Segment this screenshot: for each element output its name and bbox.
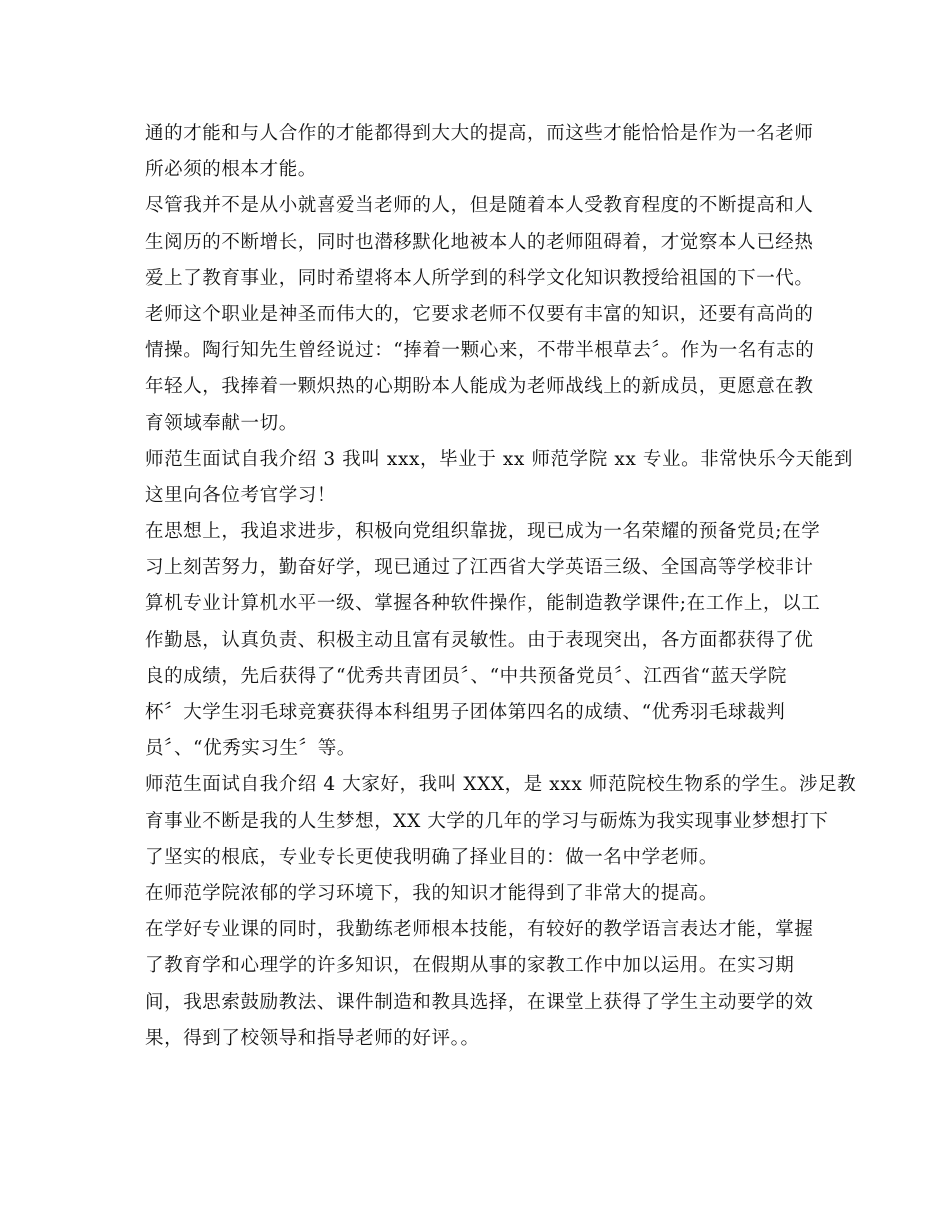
text-line: 在思想上，我追求进步，积极向党组织靠拢，现已成为一名荣耀的预备党员;在学 — [145, 521, 821, 543]
text-line: 在学好专业课的同时，我勤练老师根本技能，有较好的教学语言表达才能，掌握 — [145, 919, 814, 941]
text-line: 老师这个职业是神圣而伟大的，它要求老师不仅要有丰富的知识，还要有高尚的 — [145, 303, 814, 325]
document-body — [145, 116, 857, 1057]
text-line: 爱上了教育事业，同时希望将本人所学到的科学文化知识教授给祖国的下一代。 — [145, 267, 814, 289]
text-line: 通的才能和与人合作的才能都得到大大的提高，而这些才能恰恰是作为一名老师 — [145, 123, 814, 144]
text-line: 作勤恳，认真负责、积极主动且富有灵敏性。由于表现突出，各方面都获得了优 — [145, 629, 814, 651]
text-line: 尽管我并不是从小就喜爱当老师的人，但是随着本人受教育程度的不断提高和人 — [145, 195, 814, 217]
text-line: 这里向各位考官学习！ — [145, 484, 337, 506]
text-line: 果，得到了校领导和指导老师的好评。。 — [145, 1027, 480, 1049]
text-line: 员〞、“优秀实习生〞等。 — [145, 738, 356, 760]
text-line: 师范生面试自我介绍 3 我叫 xxx，毕业于 xx 师范学院 xx 专业。非常快乐今天能到 — [145, 448, 853, 470]
text-line: 生阅历的不断增长，同时也潜移默化地被本人的老师阻碍着，才觉察本人已经热 — [145, 231, 814, 253]
text-line: 了教育学和心理学的许多知识，在假期从事的家教工作中加以运用。在实习期 — [145, 955, 795, 977]
text-line: 育领域奉献一切。 — [145, 412, 298, 434]
text-line: 在师范学院浓郁的学习环境下，我的知识才能得到了非常大的提高。 — [145, 882, 719, 904]
text-line: 所必须的根本才能。 — [145, 159, 317, 181]
text-line: 师范生面试自我介绍 4 大家好，我叫 XXX，是 xxx 师范院校生物系的学生。涉足教 — [145, 774, 857, 796]
text-line: 杯〞大学生羽毛球竞赛获得本科组男子团体第四名的成绩、“优秀羽毛球裁判 — [145, 702, 786, 723]
text-line: 习上刻苦努力，勤奋好学，现已通过了江西省大学英语三级、全国高等学校非计 — [145, 557, 814, 579]
text-line: 育事业不断是我的人生梦想，XX 大学的几年的学习与砺炼为我实现事业梦想打下 — [145, 810, 829, 832]
text-line: 良的成绩，先后获得了“优秀共青团员〞、“中共预备党员〞、江西省“蓝天学院 — [145, 665, 787, 687]
text-line: 算机专业计算机水平一级、掌握各种软件操作，能制造教学课件;在工作上，以工 — [145, 593, 821, 615]
text-line: 年轻人，我捧着一颗炽热的心期盼本人能成为老师战线上的新成员，更愿意在教 — [145, 376, 814, 398]
text-line: 了坚实的根底，专业专长更使我明确了择业目的：做一名中学老师。 — [145, 846, 719, 868]
text-line: 间，我思索鼓励教法、课件制造和教具选择，在课堂上获得了学生主动要学的效 — [145, 991, 814, 1013]
text-line: 情操。陶行知先生曾经说过：“捧着一颗心来，不带半根草去〞。作为一名有志的 — [145, 340, 815, 362]
